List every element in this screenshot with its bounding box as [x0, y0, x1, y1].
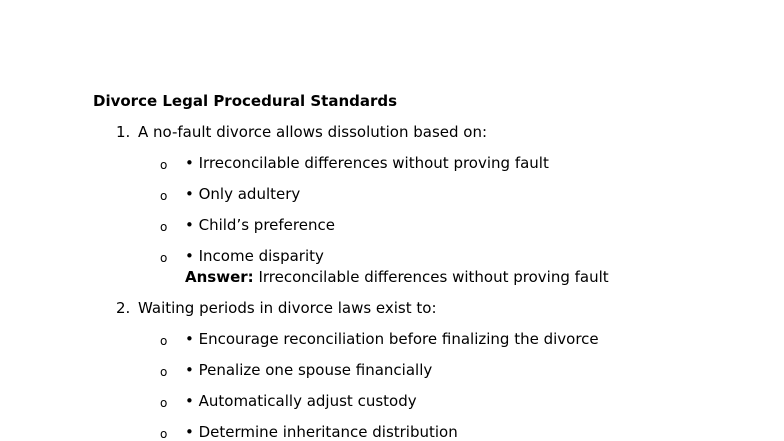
- list-marker: o: [160, 365, 168, 379]
- question-number: 2.: [116, 299, 131, 317]
- answer-text: Irreconcilable differences without proving fault: [258, 268, 609, 286]
- list-marker: o: [160, 427, 168, 441]
- option-text: • Only adultery: [185, 185, 301, 203]
- question-text: Waiting periods in divorce laws exist to:: [138, 299, 437, 317]
- option-text: • Determine inheritance distribution: [185, 423, 458, 441]
- list-marker: o: [160, 220, 168, 234]
- option-text: • Child’s preference: [185, 216, 335, 234]
- list-marker: o: [160, 396, 168, 410]
- list-marker: o: [160, 189, 168, 203]
- question-1: [116, 123, 487, 141]
- option-text: • Penalize one spouse financially: [185, 361, 433, 379]
- question-text: A no-fault divorce allows dissolution based on:: [138, 123, 488, 141]
- option-text: • Automatically adjust custody: [185, 392, 417, 410]
- list-marker: o: [160, 251, 168, 265]
- answer-label: Answer:: [185, 268, 254, 286]
- document-title: Divorce Legal Procedural Standards: [93, 92, 398, 110]
- option-text: • Income disparity: [185, 247, 324, 265]
- list-marker: o: [160, 334, 168, 348]
- question-1-answer: [185, 268, 609, 286]
- option-text: • Encourage reconciliation before finalizing the divorce: [185, 330, 599, 348]
- list-marker: o: [160, 158, 168, 172]
- question-number: 1.: [116, 123, 131, 141]
- question-2: [116, 299, 437, 317]
- option-text: • Irreconcilable differences without proving fault: [185, 154, 549, 172]
